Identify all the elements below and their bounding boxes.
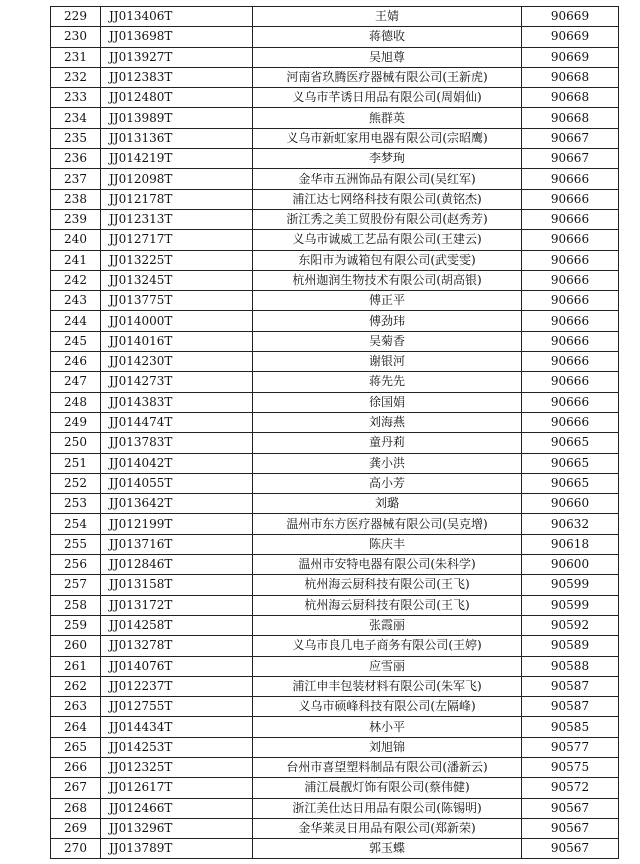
score-cell: 90599 (522, 595, 619, 615)
registration-id-cell: JJ013642T (101, 494, 253, 514)
registration-id-cell: JJ013225T (101, 250, 253, 270)
name-cell: 张霞丽 (253, 615, 522, 635)
rank-number-cell: 264 (51, 717, 101, 737)
score-cell: 90592 (522, 615, 619, 635)
rank-number-cell: 269 (51, 818, 101, 838)
score-cell: 90666 (522, 372, 619, 392)
score-cell: 90669 (522, 27, 619, 47)
rank-number-cell: 234 (51, 108, 101, 128)
rank-number-cell: 249 (51, 412, 101, 432)
rank-number-cell: 242 (51, 270, 101, 290)
name-cell: 温州市安特电器有限公司(朱科学) (253, 555, 522, 575)
name-cell: 童丹莉 (253, 433, 522, 453)
registration-id-cell: JJ013927T (101, 47, 253, 67)
registration-id-cell: JJ013783T (101, 433, 253, 453)
rank-number-cell: 259 (51, 615, 101, 635)
table-row (51, 737, 619, 757)
rank-number-cell: 245 (51, 331, 101, 351)
registration-id-cell: JJ012098T (101, 169, 253, 189)
table-row (51, 189, 619, 209)
table-row (51, 656, 619, 676)
rank-number-cell: 268 (51, 798, 101, 818)
rank-number-cell: 231 (51, 47, 101, 67)
score-cell: 90668 (522, 108, 619, 128)
rank-number-cell: 246 (51, 352, 101, 372)
registration-id-cell: JJ014219T (101, 149, 253, 169)
registration-id-cell: JJ014434T (101, 717, 253, 737)
name-cell: 义乌市芊诱日用品有限公司(周娟仙) (253, 88, 522, 108)
registration-id-cell: JJ013406T (101, 7, 253, 27)
name-cell: 浦江申丰包装材料有限公司(朱军飞) (253, 676, 522, 696)
table-row (51, 433, 619, 453)
score-cell: 90666 (522, 270, 619, 290)
rank-number-cell: 265 (51, 737, 101, 757)
table-row (51, 615, 619, 635)
table-row (51, 209, 619, 229)
table-row (51, 453, 619, 473)
registration-id-cell: JJ013775T (101, 291, 253, 311)
registration-id-cell: JJ012325T (101, 757, 253, 777)
rank-number-cell: 248 (51, 392, 101, 412)
rank-number-cell: 241 (51, 250, 101, 270)
rank-number-cell: 244 (51, 311, 101, 331)
table-row (51, 331, 619, 351)
rank-number-cell: 232 (51, 67, 101, 87)
table-row (51, 676, 619, 696)
table-row (51, 27, 619, 47)
table-row (51, 352, 619, 372)
name-cell: 杭州海云厨科技有限公司(王飞) (253, 575, 522, 595)
name-cell: 义乌市新虹家用电器有限公司(宗昭鹰) (253, 128, 522, 148)
table-row (51, 108, 619, 128)
table-row (51, 473, 619, 493)
rank-number-cell: 229 (51, 7, 101, 27)
rank-number-cell: 267 (51, 778, 101, 798)
score-cell: 90585 (522, 717, 619, 737)
score-cell: 90599 (522, 575, 619, 595)
name-cell: 郭玉蝶 (253, 839, 522, 859)
ranking-table-sheet (50, 6, 619, 859)
registration-id-cell: JJ012755T (101, 697, 253, 717)
rank-number-cell: 251 (51, 453, 101, 473)
registration-id-cell: JJ012480T (101, 88, 253, 108)
table-row (51, 392, 619, 412)
score-cell: 90666 (522, 291, 619, 311)
score-cell: 90587 (522, 676, 619, 696)
score-cell: 90669 (522, 7, 619, 27)
registration-id-cell: JJ014258T (101, 615, 253, 635)
table-row (51, 291, 619, 311)
name-cell: 蒋德收 (253, 27, 522, 47)
score-cell: 90589 (522, 636, 619, 656)
score-cell: 90666 (522, 331, 619, 351)
table-row (51, 575, 619, 595)
registration-id-cell: JJ014042T (101, 453, 253, 473)
registration-id-cell: JJ013296T (101, 818, 253, 838)
registration-id-cell: JJ014016T (101, 331, 253, 351)
name-cell: 李梦珣 (253, 149, 522, 169)
score-cell: 90632 (522, 514, 619, 534)
name-cell: 蒋先先 (253, 372, 522, 392)
name-cell: 金华莱灵日用品有限公司(郑新荣) (253, 818, 522, 838)
rank-number-cell: 230 (51, 27, 101, 47)
name-cell: 浙江秀之美工贸股份有限公司(赵秀芳) (253, 209, 522, 229)
registration-id-cell: JJ012199T (101, 514, 253, 534)
rank-number-cell: 270 (51, 839, 101, 859)
name-cell: 傅正平 (253, 291, 522, 311)
table-row (51, 169, 619, 189)
table-row (51, 311, 619, 331)
score-cell: 90666 (522, 209, 619, 229)
registration-id-cell: JJ012466T (101, 798, 253, 818)
rank-number-cell: 250 (51, 433, 101, 453)
name-cell: 高小芳 (253, 473, 522, 493)
name-cell: 吴菊香 (253, 331, 522, 351)
name-cell: 应雪丽 (253, 656, 522, 676)
table-row (51, 128, 619, 148)
rank-number-cell: 260 (51, 636, 101, 656)
rank-number-cell: 266 (51, 757, 101, 777)
registration-id-cell: JJ014273T (101, 372, 253, 392)
rank-number-cell: 258 (51, 595, 101, 615)
name-cell: 熊群英 (253, 108, 522, 128)
name-cell: 谢银河 (253, 352, 522, 372)
score-cell: 90666 (522, 230, 619, 250)
table-row (51, 798, 619, 818)
registration-id-cell: JJ013698T (101, 27, 253, 47)
table-row (51, 494, 619, 514)
score-cell: 90667 (522, 149, 619, 169)
rank-number-cell: 261 (51, 656, 101, 676)
rank-number-cell: 255 (51, 534, 101, 554)
score-cell: 90666 (522, 169, 619, 189)
table-row (51, 555, 619, 575)
rank-number-cell: 239 (51, 209, 101, 229)
rank-number-cell: 256 (51, 555, 101, 575)
rank-number-cell: 233 (51, 88, 101, 108)
registration-id-cell: JJ012846T (101, 555, 253, 575)
score-cell: 90588 (522, 656, 619, 676)
rank-number-cell: 262 (51, 676, 101, 696)
table-row (51, 818, 619, 838)
registration-id-cell: JJ013172T (101, 595, 253, 615)
table-row (51, 839, 619, 859)
name-cell: 王婧 (253, 7, 522, 27)
name-cell: 刘璐 (253, 494, 522, 514)
registration-id-cell: JJ014076T (101, 656, 253, 676)
registration-id-cell: JJ014383T (101, 392, 253, 412)
score-cell: 90567 (522, 798, 619, 818)
table-row (51, 88, 619, 108)
score-cell: 90666 (522, 412, 619, 432)
table-row (51, 514, 619, 534)
name-cell: 杭州海云厨科技有限公司(王飞) (253, 595, 522, 615)
score-cell: 90666 (522, 250, 619, 270)
table-row (51, 697, 619, 717)
name-cell: 刘海燕 (253, 412, 522, 432)
registration-id-cell: JJ014253T (101, 737, 253, 757)
rank-number-cell: 253 (51, 494, 101, 514)
table-row (51, 717, 619, 737)
rank-number-cell: 257 (51, 575, 101, 595)
score-cell: 90668 (522, 88, 619, 108)
name-cell: 金华市五洲饰品有限公司(吴红军) (253, 169, 522, 189)
name-cell: 浙江美仕达日用品有限公司(陈锡明) (253, 798, 522, 818)
rank-number-cell: 254 (51, 514, 101, 534)
registration-id-cell: JJ012383T (101, 67, 253, 87)
registration-id-cell: JJ013245T (101, 270, 253, 290)
registration-id-cell: JJ014474T (101, 412, 253, 432)
score-cell: 90567 (522, 818, 619, 838)
table-row (51, 757, 619, 777)
score-cell: 90669 (522, 47, 619, 67)
name-cell: 温州市东方医疗器械有限公司(吴克增) (253, 514, 522, 534)
rank-number-cell: 238 (51, 189, 101, 209)
table-row (51, 270, 619, 290)
name-cell: 东阳市为诚箱包有限公司(武雯雯) (253, 250, 522, 270)
table-row (51, 412, 619, 432)
name-cell: 义乌市硕峰科技有限公司(左隔峰) (253, 697, 522, 717)
name-cell: 吴旭尊 (253, 47, 522, 67)
registration-id-cell: JJ013789T (101, 839, 253, 859)
score-cell: 90665 (522, 453, 619, 473)
registration-id-cell: JJ014230T (101, 352, 253, 372)
table-row (51, 534, 619, 554)
ranking-table-body (51, 7, 619, 859)
name-cell: 浦江晨靓灯饰有限公司(蔡伟健) (253, 778, 522, 798)
name-cell: 徐国娟 (253, 392, 522, 412)
registration-id-cell: JJ014000T (101, 311, 253, 331)
registration-id-cell: JJ014055T (101, 473, 253, 493)
name-cell: 陈庆丰 (253, 534, 522, 554)
table-row (51, 250, 619, 270)
table-row (51, 47, 619, 67)
name-cell: 龚小洪 (253, 453, 522, 473)
registration-id-cell: JJ012717T (101, 230, 253, 250)
score-cell: 90660 (522, 494, 619, 514)
rank-number-cell: 252 (51, 473, 101, 493)
score-cell: 90575 (522, 757, 619, 777)
score-cell: 90666 (522, 352, 619, 372)
table-row (51, 67, 619, 87)
registration-id-cell: JJ013278T (101, 636, 253, 656)
name-cell: 林小平 (253, 717, 522, 737)
name-cell: 刘旭锦 (253, 737, 522, 757)
registration-id-cell: JJ012617T (101, 778, 253, 798)
rank-number-cell: 235 (51, 128, 101, 148)
registration-id-cell: JJ013136T (101, 128, 253, 148)
name-cell: 河南省玖腾医疗器械有限公司(王新虎) (253, 67, 522, 87)
rank-number-cell: 247 (51, 372, 101, 392)
rank-number-cell: 240 (51, 230, 101, 250)
score-cell: 90666 (522, 189, 619, 209)
table-row (51, 636, 619, 656)
score-cell: 90665 (522, 473, 619, 493)
score-cell: 90618 (522, 534, 619, 554)
table-row (51, 595, 619, 615)
table-row (51, 230, 619, 250)
registration-id-cell: JJ012237T (101, 676, 253, 696)
score-cell: 90567 (522, 839, 619, 859)
score-cell: 90666 (522, 311, 619, 331)
rank-number-cell: 236 (51, 149, 101, 169)
score-cell: 90572 (522, 778, 619, 798)
registration-id-cell: JJ013716T (101, 534, 253, 554)
score-cell: 90600 (522, 555, 619, 575)
rank-number-cell: 263 (51, 697, 101, 717)
registration-id-cell: JJ013158T (101, 575, 253, 595)
table-row (51, 149, 619, 169)
name-cell: 傅劲玮 (253, 311, 522, 331)
registration-id-cell: JJ013989T (101, 108, 253, 128)
score-cell: 90587 (522, 697, 619, 717)
table-row (51, 778, 619, 798)
name-cell: 浦江达七网络科技有限公司(黄铭杰) (253, 189, 522, 209)
registration-id-cell: JJ012178T (101, 189, 253, 209)
name-cell: 义乌市良几电子商务有限公司(王婷) (253, 636, 522, 656)
score-cell: 90667 (522, 128, 619, 148)
registration-id-cell: JJ012313T (101, 209, 253, 229)
name-cell: 义乌市诚威工艺品有限公司(王建云) (253, 230, 522, 250)
score-cell: 90665 (522, 433, 619, 453)
score-cell: 90577 (522, 737, 619, 757)
score-cell: 90668 (522, 67, 619, 87)
rank-number-cell: 243 (51, 291, 101, 311)
name-cell: 杭州迦润生物技术有限公司(胡高银) (253, 270, 522, 290)
ranking-table (50, 6, 619, 859)
score-cell: 90666 (522, 392, 619, 412)
rank-number-cell: 237 (51, 169, 101, 189)
name-cell: 台州市喜望塑料制品有限公司(潘新云) (253, 757, 522, 777)
table-row (51, 372, 619, 392)
table-row (51, 7, 619, 27)
